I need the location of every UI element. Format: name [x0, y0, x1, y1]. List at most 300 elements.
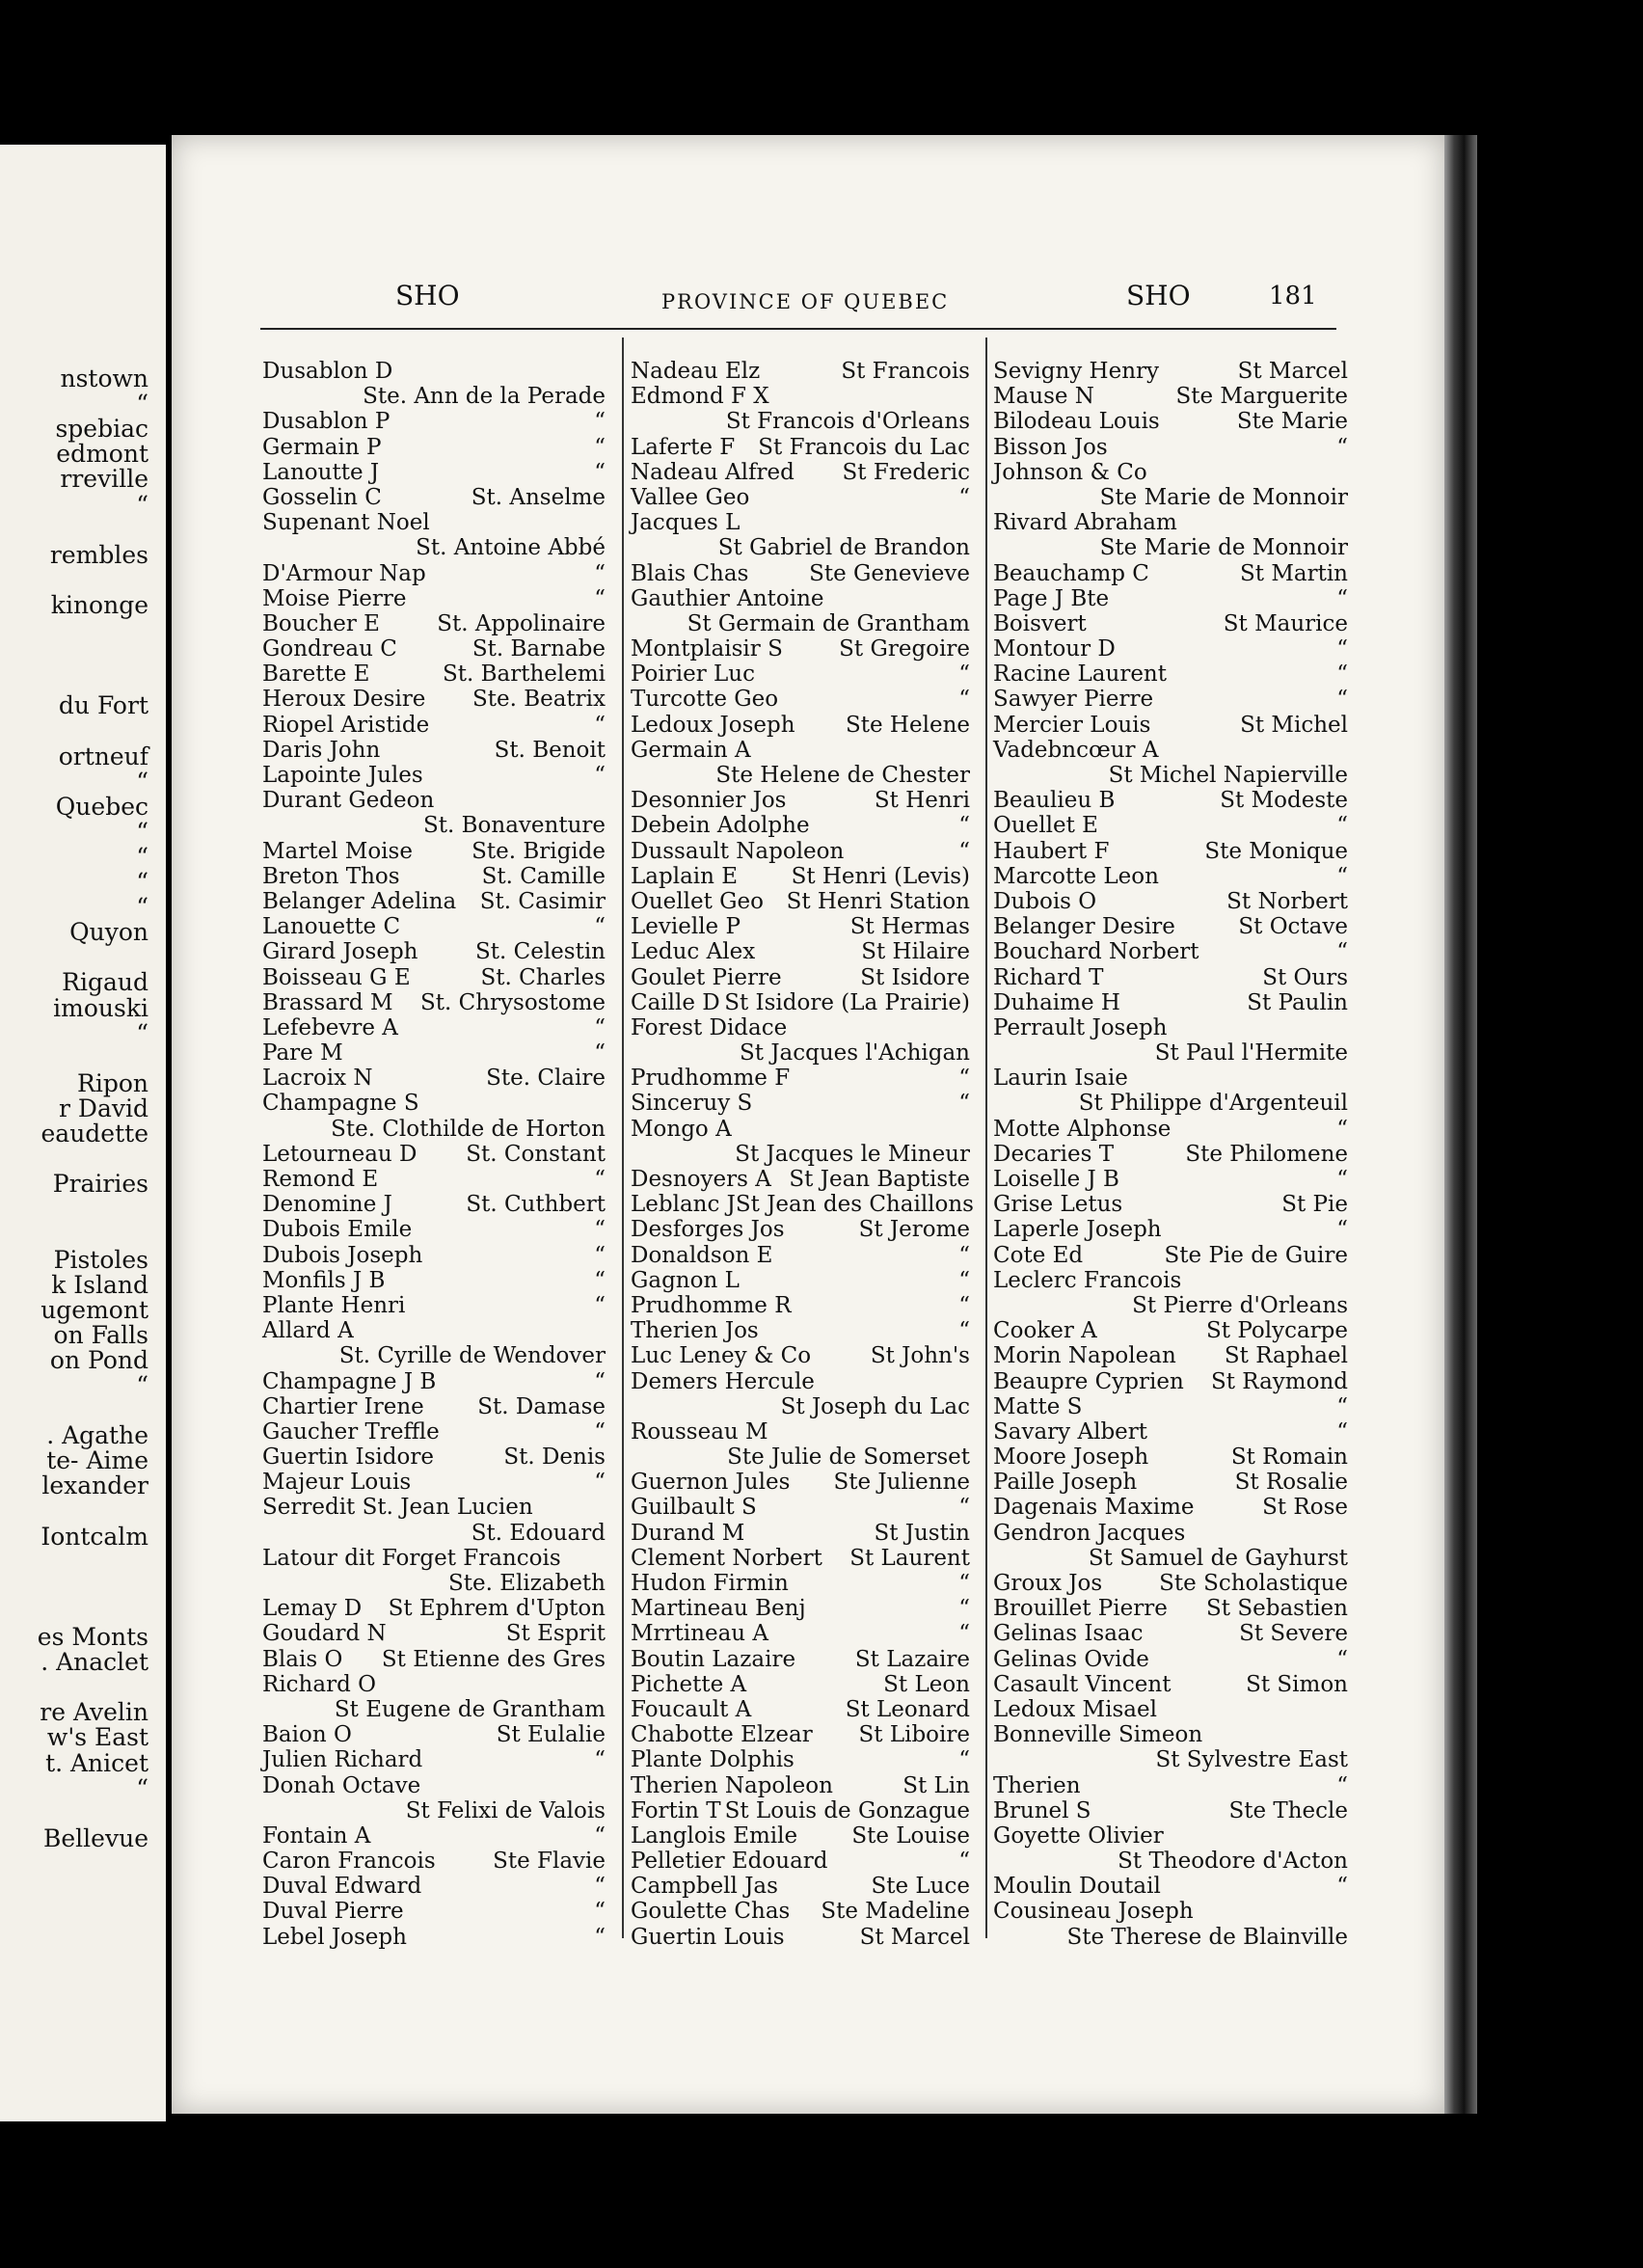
entry-locality: St. Antoine Abbé: [416, 535, 606, 561]
adjacent-page-text: kinonge: [50, 590, 148, 619]
adjacent-page-text: “: [136, 1773, 148, 1802]
directory-entry: [262, 1621, 606, 1646]
entry-locality: St Leon: [883, 1671, 970, 1697]
entry-locality: St Jacques l'Achigan: [740, 1040, 970, 1066]
entry-locality: “: [594, 1874, 606, 1900]
entry-locality: “: [958, 1318, 970, 1344]
directory-entry: [262, 1343, 606, 1368]
directory-entry: [262, 1243, 606, 1268]
entry-locality: “: [594, 1470, 606, 1496]
entry-locality: St. Camille: [481, 863, 606, 889]
entry-name: Debein Adolphe: [631, 813, 810, 839]
directory-entry: [631, 1546, 970, 1571]
entry-name: Cousineau Joseph: [993, 1899, 1194, 1925]
directory-entry: [631, 687, 970, 712]
directory-entry: [631, 1142, 970, 1167]
adjacent-page-text: es Monts: [37, 1623, 148, 1651]
entry-name: Brouillet Pierre: [993, 1596, 1168, 1622]
directory-entry: [993, 1849, 1348, 1874]
entry-name: Supenant Noel: [262, 510, 430, 536]
directory-entry: [993, 965, 1348, 990]
entry-locality: St. Barnabe: [471, 636, 606, 662]
entry-name: Allard A: [262, 1318, 354, 1344]
directory-entry: [262, 1722, 606, 1747]
entry-name: Moise Pierre: [262, 585, 407, 611]
adjacent-page-text: du Fort: [58, 691, 148, 720]
entry-locality: “: [594, 1368, 606, 1394]
entry-name: Riopel Aristide: [262, 712, 430, 738]
adjacent-page-text: re Avelin: [40, 1698, 148, 1727]
entry-locality: “: [594, 1217, 606, 1243]
entry-locality: St. Benoit: [494, 737, 606, 763]
entry-name: Durand M: [631, 1520, 745, 1546]
entry-locality: St. Charles: [480, 964, 606, 990]
entry-locality: “: [1336, 1646, 1348, 1672]
directory-entry: [631, 864, 970, 889]
directory-entry: [993, 813, 1348, 838]
header-rule: [260, 328, 1336, 330]
directory-entry: [993, 1773, 1348, 1798]
directory-entry: [262, 1823, 606, 1849]
entry-name: Jacques L: [631, 510, 741, 536]
entry-name: Durant Gedeon: [262, 788, 435, 814]
entry-name: Therien Napoleon: [631, 1772, 833, 1798]
header-left-key: SHO: [395, 280, 460, 311]
entry-locality: “: [1336, 1116, 1348, 1142]
directory-entry: [993, 1899, 1348, 1924]
directory-entry: [993, 1672, 1348, 1697]
entry-locality: Ste Monique: [1204, 838, 1348, 864]
entry-name: Dagenais Maxime: [993, 1495, 1195, 1521]
entry-name: Goyette Olivier: [993, 1822, 1164, 1849]
entry-name: Savary Albert: [993, 1418, 1148, 1444]
entry-name: Lebel Joseph: [262, 1924, 407, 1950]
column-divider-2: [985, 338, 987, 1938]
entry-name: Cote Ed: [993, 1242, 1084, 1268]
directory-entry: [262, 1697, 606, 1722]
entry-locality: St Modeste: [1220, 788, 1348, 814]
directory-entry: [993, 1596, 1348, 1621]
entry-name: Plante Henri: [262, 1292, 406, 1318]
entry-locality: St Liboire: [858, 1722, 970, 1748]
entry-name: Beaulieu B: [993, 788, 1116, 814]
entry-locality: St Francois: [841, 359, 970, 384]
entry-locality: Ste. Claire: [486, 1066, 606, 1092]
directory-entry: [262, 1268, 606, 1293]
entry-name: Serredit St. Jean Lucien: [262, 1495, 533, 1521]
entry-locality: “: [1336, 939, 1348, 965]
entry-locality: Ste. Ann de la Perade: [363, 384, 606, 410]
entry-locality: St Ours: [1262, 964, 1348, 990]
directory-entry: [631, 1823, 970, 1849]
adjacent-page-text: on Pond: [49, 1345, 148, 1374]
directory-entry: [631, 1470, 970, 1495]
entry-locality: “: [594, 712, 606, 738]
directory-entry: [262, 611, 606, 636]
directory-entry: [631, 1521, 970, 1546]
entry-name: Cooker A: [993, 1318, 1097, 1344]
entry-locality: St Lin: [902, 1772, 970, 1798]
adjacent-page-text: ugemont: [40, 1295, 148, 1324]
entry-name: Lacroix N: [262, 1066, 373, 1092]
entry-name: Blais O: [262, 1646, 343, 1672]
directory-entry: [993, 1293, 1348, 1318]
adjacent-page-text: Rigaud: [62, 968, 148, 997]
entry-locality: St Samuel de Gayhurst: [1088, 1545, 1348, 1571]
entry-name: Boutin Lazaire: [631, 1646, 796, 1672]
directory-entry: [993, 1243, 1348, 1268]
header-right-key: SHO: [1126, 280, 1191, 311]
entry-name: Grise Letus: [993, 1192, 1123, 1218]
adjacent-page-text: rembles: [49, 540, 148, 569]
entry-name: Daris John: [262, 737, 381, 763]
entry-locality: Ste Helene de Chester: [715, 763, 970, 788]
entry-name: Nadeau Elz: [631, 359, 761, 384]
entry-name: Sinceruy S: [631, 1091, 753, 1117]
directory-entry: [993, 1142, 1348, 1167]
directory-entry: [631, 1697, 970, 1722]
entry-name: Lanouette C: [262, 914, 401, 940]
entry-name: Gosselin C: [262, 484, 382, 510]
entry-name: Moulin Doutail: [993, 1874, 1161, 1900]
entry-locality: “: [958, 662, 970, 688]
entry-locality: Ste Genevieve: [809, 560, 970, 586]
entry-name: Champagne S: [262, 1091, 419, 1117]
directory-entry: [262, 1546, 606, 1571]
directory-entry: [993, 1015, 1348, 1040]
entry-locality: Ste Flavie: [493, 1849, 606, 1875]
entry-name: Letourneau D: [262, 1141, 417, 1167]
adjacent-page-text: Ripon: [77, 1068, 148, 1097]
entry-name: Barette E: [262, 662, 370, 688]
entry-name: Majeur Louis: [262, 1470, 412, 1496]
directory-entry: [262, 813, 606, 838]
entry-name: Moore Joseph: [993, 1444, 1149, 1471]
entry-name: Latour dit Forget Francois: [262, 1545, 561, 1571]
directory-entry: [631, 1773, 970, 1798]
entry-name: Belanger Adelina: [262, 888, 457, 914]
directory-entry: [993, 1217, 1348, 1242]
page-title: PROVINCE OF QUEBEC: [661, 290, 950, 313]
directory-entry: [262, 510, 606, 535]
directory-entry: [262, 939, 606, 964]
entry-locality: “: [1336, 636, 1348, 662]
entry-name: Laferte F: [631, 434, 736, 460]
directory-entry: [631, 1925, 970, 1950]
directory-entry: [631, 1849, 970, 1874]
entry-locality: St Rosalie: [1234, 1470, 1348, 1496]
directory-entry: [993, 990, 1348, 1015]
entry-name: Sevigny Henry: [993, 359, 1160, 384]
entry-name: Rousseau M: [631, 1418, 768, 1444]
entry-locality: Ste Marguerite: [1175, 384, 1348, 410]
entry-locality: St Sylvestre East: [1155, 1747, 1348, 1773]
adjacent-page-text: w's East: [46, 1723, 148, 1752]
entry-locality: St. Bonaventure: [423, 813, 606, 839]
entry-name: Laperle Joseph: [993, 1217, 1162, 1243]
entry-name: Mercier Louis: [993, 712, 1151, 738]
adjacent-page-text: Pistoles: [53, 1245, 148, 1274]
directory-entry: [262, 965, 606, 990]
entry-name: Desforges Jos: [631, 1217, 785, 1243]
entry-name: Campbell Jas: [631, 1874, 778, 1900]
directory-entry: [993, 864, 1348, 889]
directory-entry: [993, 1798, 1348, 1823]
entry-name: Decaries T: [993, 1141, 1115, 1167]
entry-locality: St Theodore d'Acton: [1118, 1849, 1348, 1875]
directory-entry: [262, 535, 606, 560]
entry-name: Dusablon P: [262, 409, 391, 435]
entry-name: Bilodeau Louis: [993, 409, 1160, 435]
entry-locality: St Jacques le Mineur: [735, 1141, 970, 1167]
directory-entry: [262, 1925, 606, 1950]
directory-entry: [631, 1874, 970, 1899]
entry-name: Laurin Isaie: [993, 1066, 1128, 1092]
entry-locality: “: [1336, 1772, 1348, 1798]
directory-entry: [993, 1268, 1348, 1293]
directory-entry: [631, 1899, 970, 1924]
entry-locality: Ste. Brigide: [471, 838, 606, 864]
adjacent-page-text: . Anaclet: [40, 1648, 148, 1677]
directory-entry: [993, 1722, 1348, 1747]
directory-entry: [262, 1647, 606, 1672]
entry-name: Guertin Isidore: [262, 1444, 434, 1471]
directory-entry: [262, 1419, 606, 1444]
entry-locality: Ste Julienne: [833, 1470, 970, 1496]
entry-name: Mause N: [993, 384, 1094, 410]
adjacent-page-text: on Falls: [53, 1320, 148, 1349]
entry-locality: St. Edouard: [471, 1520, 606, 1546]
entry-locality: St Philippe d'Argenteuil: [1078, 1091, 1348, 1117]
entry-locality: Ste Thecle: [1228, 1797, 1348, 1823]
adjacent-page-text: spebiac: [55, 415, 148, 444]
entry-locality: St Justin: [874, 1520, 970, 1546]
directory-entry: [993, 1419, 1348, 1444]
directory-entry: [631, 1066, 970, 1091]
entry-name: Laplain E: [631, 863, 739, 889]
entry-name: Johnson & Co: [993, 459, 1147, 485]
directory-entry: [262, 586, 606, 611]
entry-locality: Ste Marie de Monnoir: [1099, 484, 1348, 510]
directory-entry: [631, 1747, 970, 1772]
adjacent-page-text: eaudette: [40, 1120, 148, 1148]
directory-entry: [631, 561, 970, 586]
entry-name: Clement Norbert: [631, 1545, 822, 1571]
entry-locality: Ste Marie: [1236, 409, 1348, 435]
directory-entry: [993, 1343, 1348, 1368]
entry-locality: “: [958, 1849, 970, 1875]
directory-entry: [993, 914, 1348, 939]
entry-locality: Ste Louise: [851, 1822, 970, 1849]
entry-name: Mrrtineau A: [631, 1621, 769, 1647]
entry-name: Forest Didace: [631, 1014, 788, 1040]
adjacent-page-text: lexander: [41, 1472, 148, 1500]
directory-entry: [993, 889, 1348, 914]
directory-entry: [631, 485, 970, 510]
directory-entry: [993, 409, 1348, 434]
entry-locality: “: [594, 1747, 606, 1773]
entry-locality: “: [594, 1014, 606, 1040]
directory-entry: [262, 1773, 606, 1798]
adjacent-page-text: “: [136, 842, 148, 871]
entry-locality: Ste Julie de Somerset: [727, 1444, 970, 1471]
entry-locality: St Romain: [1230, 1444, 1348, 1471]
entry-locality: “: [1336, 434, 1348, 460]
entry-name: Loiselle J B: [993, 1167, 1119, 1192]
directory-entry: [262, 1747, 606, 1772]
entry-locality: Ste Philomene: [1185, 1141, 1348, 1167]
directory-entry: [262, 1015, 606, 1040]
entry-locality: St Polycarpe: [1206, 1318, 1348, 1344]
directory-entry: [262, 409, 606, 434]
directory-entry: [993, 662, 1348, 687]
entry-name: Donaldson E: [631, 1242, 773, 1268]
entry-locality: St Henri: [874, 788, 970, 814]
directory-entry: [993, 1571, 1348, 1596]
directory-entry: [631, 788, 970, 813]
entry-name: Goulette Chas: [631, 1899, 791, 1925]
directory-entry: [631, 1040, 970, 1066]
adjacent-page-text: “: [136, 390, 148, 418]
entry-locality: St Octave: [1238, 914, 1348, 940]
entry-name: Lefebevre A: [262, 1014, 398, 1040]
directory-entry: [631, 510, 970, 535]
entry-name: Page J Bte: [993, 585, 1110, 611]
adjacent-page-text: rreville: [60, 465, 148, 494]
directory-entry: [262, 1672, 606, 1697]
entry-locality: “: [1336, 585, 1348, 611]
entry-locality: St Pierre d'Orleans: [1132, 1292, 1348, 1318]
directory-entry: [993, 1066, 1348, 1091]
directory-entry: [993, 1647, 1348, 1672]
entry-name: Fontain A: [262, 1822, 371, 1849]
directory-entry: [262, 687, 606, 712]
entry-locality: “: [1336, 1874, 1348, 1900]
directory-entry: [993, 1925, 1348, 1950]
entry-name: Nadeau Alfred: [631, 459, 795, 485]
entry-name: Germain P: [262, 434, 382, 460]
directory-entry: [631, 1268, 970, 1293]
entry-name: Ledoux Misael: [993, 1696, 1157, 1722]
entry-name: Foucault A: [631, 1696, 752, 1722]
entry-locality: “: [594, 763, 606, 788]
entry-locality: “: [594, 1822, 606, 1849]
adjacent-page-text: . Agathe: [46, 1421, 148, 1450]
entry-name: Lapointe Jules: [262, 763, 423, 788]
directory-entry: [993, 1874, 1348, 1899]
entry-name: Denomine J: [262, 1192, 392, 1218]
entry-locality: St. Cyrille de Wendover: [338, 1343, 606, 1369]
entry-locality: St. Denis: [503, 1444, 606, 1471]
entry-name: Bouchard Norbert: [993, 939, 1199, 965]
entry-locality: Ste. Beatrix: [471, 687, 606, 713]
entry-locality: “: [958, 1495, 970, 1521]
column-divider-1: [622, 338, 624, 1938]
entry-locality: Ste. Elizabeth: [448, 1571, 606, 1596]
directory-entry: [631, 1117, 970, 1142]
entry-name: Haubert F: [993, 838, 1110, 864]
entry-name: Gondreau C: [262, 636, 397, 662]
directory-entry: [262, 889, 606, 914]
entry-name: Vallee Geo: [631, 484, 750, 510]
entry-locality: “: [594, 1292, 606, 1318]
entry-locality: St Lazaire: [854, 1646, 970, 1672]
entry-locality: Ste. Clothilde de Horton: [331, 1116, 606, 1142]
directory-entry: [631, 435, 970, 460]
adjacent-page-text: r David: [59, 1094, 148, 1122]
directory-entry: [262, 1571, 606, 1596]
directory-entry: [631, 1571, 970, 1596]
directory-entry: [631, 1293, 970, 1318]
entry-name: Langlois Emile: [631, 1822, 798, 1849]
entry-name: Rivard Abraham: [993, 510, 1177, 536]
adjacent-page-text: “: [136, 1018, 148, 1047]
entry-locality: “: [594, 1899, 606, 1925]
entry-name: Leblanc J: [631, 1192, 736, 1218]
entry-name: Gaucher Treffle: [262, 1418, 440, 1444]
directory-entry: [631, 1318, 970, 1343]
entry-locality: Ste Pie de Guire: [1164, 1242, 1348, 1268]
entry-name: Caille D: [631, 989, 720, 1015]
entry-locality: “: [1336, 813, 1348, 839]
entry-locality: Ste Therese de Blainville: [1066, 1924, 1348, 1950]
directory-entry: [631, 763, 970, 788]
entry-name: Pichette A: [631, 1671, 747, 1697]
directory-entry: [262, 1167, 606, 1192]
entry-locality: “: [1336, 1167, 1348, 1192]
entry-locality: “: [594, 560, 606, 586]
entry-locality: St. Anselme: [471, 484, 606, 510]
entry-name: Paille Joseph: [993, 1470, 1138, 1496]
adjacent-page-text: “: [136, 490, 148, 519]
directory-entry: [993, 1369, 1348, 1394]
entry-name: Bisson Jos: [993, 434, 1108, 460]
entry-locality: St Gregoire: [839, 636, 970, 662]
entry-name: Groux Jos: [993, 1571, 1103, 1596]
entry-locality: “: [958, 484, 970, 510]
entry-name: Leclerc Francois: [993, 1267, 1182, 1293]
entry-locality: St Pie: [1281, 1192, 1348, 1218]
entry-locality: St Henri Station: [786, 888, 970, 914]
entry-name: Vadebncœur A: [993, 737, 1159, 763]
entry-name: Motte Alphonse: [993, 1116, 1172, 1142]
adjacent-page-text: k Island: [51, 1270, 148, 1299]
directory-entry: [993, 1521, 1348, 1546]
directory-entry: [262, 788, 606, 813]
directory-entry: [631, 713, 970, 738]
directory-entry: [631, 636, 970, 662]
entry-name: Levielle P: [631, 914, 741, 940]
entry-locality: “: [958, 1596, 970, 1622]
entry-name: Therien Jos: [631, 1318, 759, 1344]
book-page-edge: [1444, 135, 1477, 2114]
entry-name: Gendron Jacques: [993, 1520, 1186, 1546]
directory-entry: [993, 1192, 1348, 1217]
entry-name: Richard O: [262, 1671, 376, 1697]
entry-name: Blais Chas: [631, 560, 749, 586]
directory-entry: [993, 535, 1348, 560]
directory-entry: [993, 1470, 1348, 1495]
entry-locality: “: [594, 914, 606, 940]
directory-entry: [262, 1142, 606, 1167]
entry-locality: St Laurent: [849, 1545, 970, 1571]
entry-locality: St Marcel: [859, 1924, 970, 1950]
entry-name: Bonneville Simeon: [993, 1722, 1203, 1748]
entry-name: Duval Pierre: [262, 1899, 404, 1925]
adjacent-page-text: te- Aime: [46, 1446, 148, 1475]
entry-name: Brassard M: [262, 989, 393, 1015]
entry-name: Pare M: [262, 1040, 343, 1066]
